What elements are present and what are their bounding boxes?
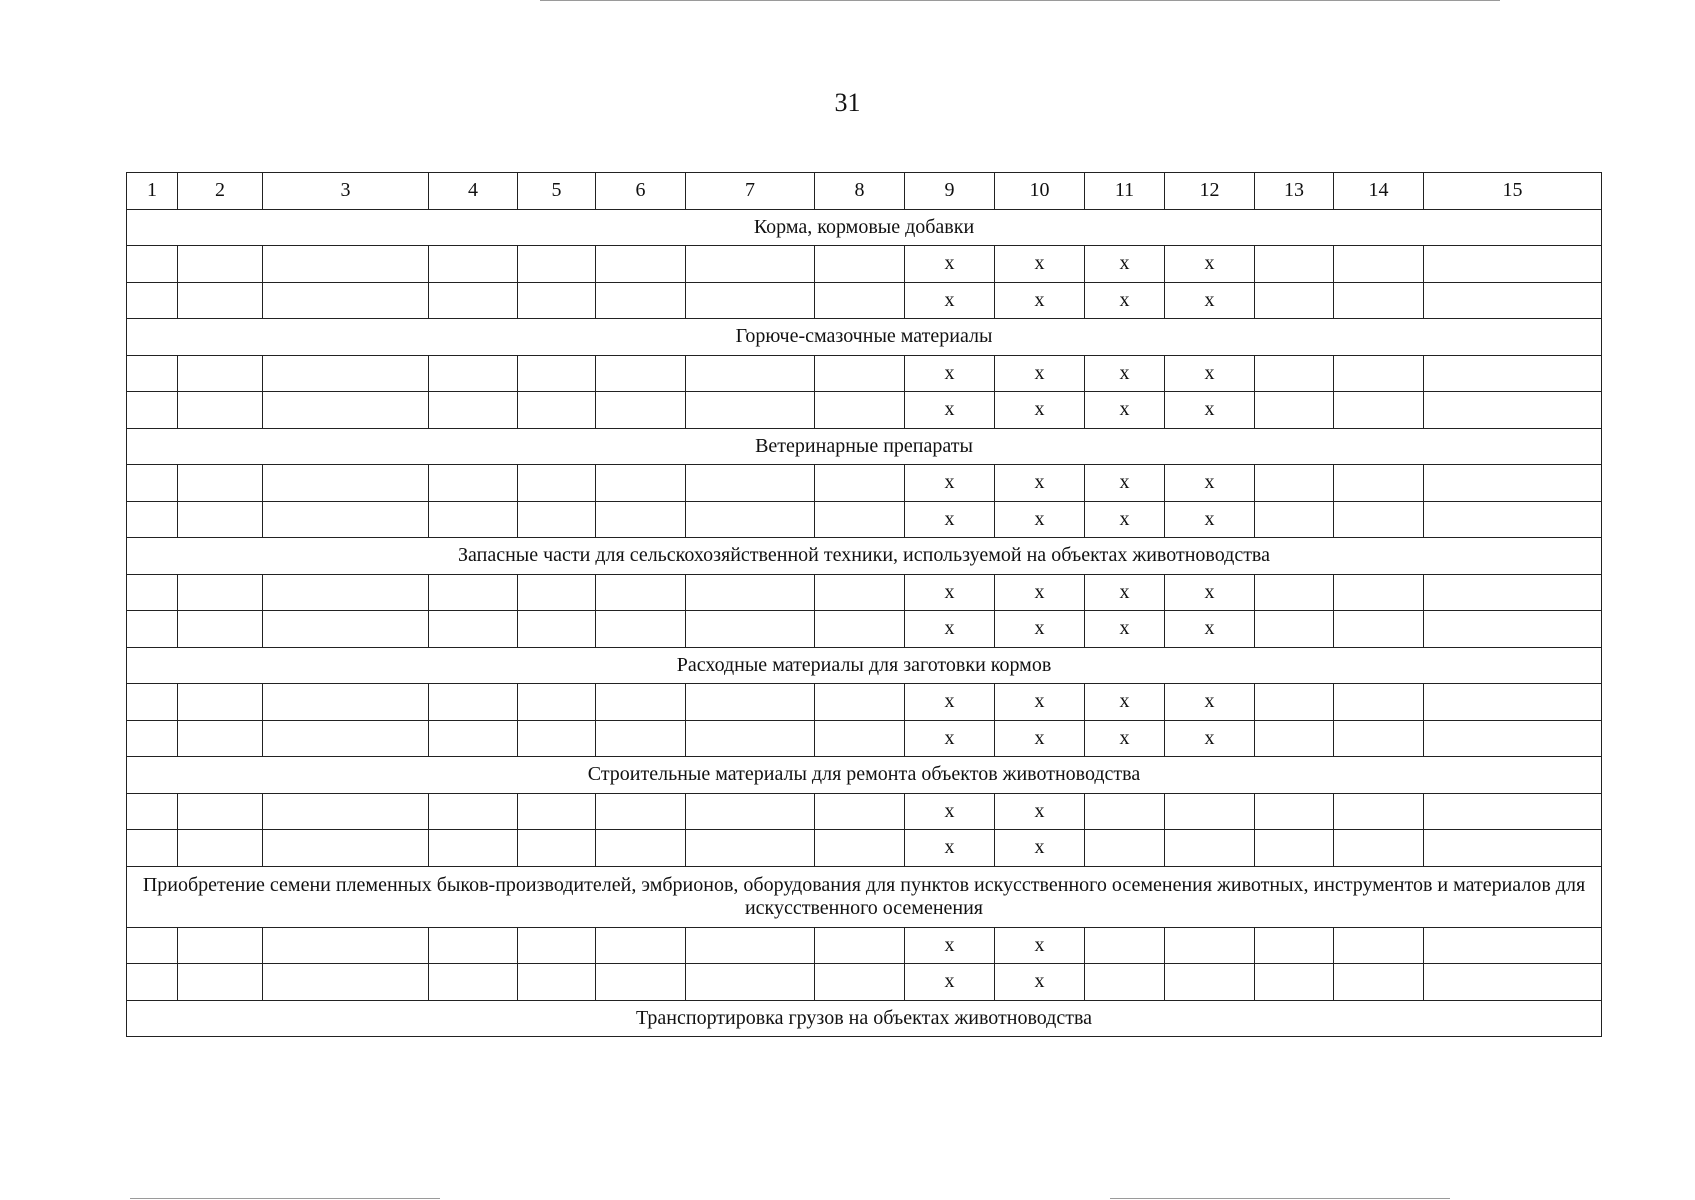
table-row [127, 830, 1602, 867]
column-number: 13 [1255, 173, 1334, 210]
scan-edge-top [540, 0, 1500, 1]
table-cell [178, 282, 263, 319]
column-number: 3 [263, 173, 429, 210]
table-cell [815, 501, 905, 538]
table-cell [1085, 927, 1165, 964]
column-number: 12 [1165, 173, 1255, 210]
section-header-row [127, 209, 1602, 246]
table-cell: x [1085, 611, 1165, 648]
table-cell [178, 392, 263, 429]
table-cell [429, 246, 518, 283]
table-cell [1255, 830, 1334, 867]
table-cell [686, 964, 815, 1001]
table-cell [263, 282, 429, 319]
column-number: 2 [178, 173, 263, 210]
table-cell [127, 574, 178, 611]
table-cell [1255, 574, 1334, 611]
table-cell [815, 355, 905, 392]
table-cell [127, 611, 178, 648]
table-cell [686, 355, 815, 392]
table-cell: x [905, 793, 995, 830]
section-title: Запасные части для сельскохозяйственной техники, используемой на объектах животноводства [127, 538, 1602, 575]
table-cell [686, 574, 815, 611]
table-cell: x [995, 246, 1085, 283]
table-cell [127, 355, 178, 392]
table-cell [1424, 684, 1602, 721]
table-cell [1424, 720, 1602, 757]
table-cell: x [995, 793, 1085, 830]
table-cell [518, 684, 596, 721]
table-cell [596, 964, 686, 1001]
form-table [126, 172, 1602, 1037]
table-cell [518, 830, 596, 867]
table-cell [263, 927, 429, 964]
table-cell [429, 684, 518, 721]
section-header-row [127, 538, 1602, 575]
table-cell [1334, 830, 1424, 867]
table-row [127, 282, 1602, 319]
table-cell [263, 830, 429, 867]
table-cell: x [995, 611, 1085, 648]
table-cell [127, 246, 178, 283]
table-cell [178, 465, 263, 502]
table-cell [1424, 964, 1602, 1001]
table-cell [263, 793, 429, 830]
table-cell [263, 720, 429, 757]
table-cell [263, 501, 429, 538]
table-cell [178, 927, 263, 964]
table-row [127, 611, 1602, 648]
table-cell [178, 246, 263, 283]
table-cell: x [995, 830, 1085, 867]
table-cell [1424, 611, 1602, 648]
table-cell [1424, 574, 1602, 611]
table-cell [1334, 684, 1424, 721]
table-row [127, 574, 1602, 611]
table-cell: x [1165, 465, 1255, 502]
table-cell: x [995, 684, 1085, 721]
table-cell [1424, 282, 1602, 319]
table-cell [596, 282, 686, 319]
table-cell [1085, 830, 1165, 867]
table-cell [1334, 964, 1424, 1001]
section-title: Ветеринарные препараты [127, 428, 1602, 465]
table-cell: x [905, 927, 995, 964]
table-cell [127, 684, 178, 721]
table-cell: x [995, 574, 1085, 611]
page-number: 31 [834, 88, 861, 117]
table-cell [1334, 574, 1424, 611]
table-cell [518, 501, 596, 538]
table-cell [263, 964, 429, 1001]
table-cell [1255, 465, 1334, 502]
table-cell [1165, 830, 1255, 867]
section-header-row [127, 647, 1602, 684]
table-row [127, 465, 1602, 502]
table-cell [1255, 246, 1334, 283]
table-cell [1085, 964, 1165, 1001]
table-cell [815, 720, 905, 757]
section-header-row [127, 866, 1602, 927]
column-number: 6 [596, 173, 686, 210]
table-row [127, 720, 1602, 757]
table-cell [127, 282, 178, 319]
table-cell [686, 927, 815, 964]
table-cell: x [995, 465, 1085, 502]
table-cell: x [1165, 355, 1255, 392]
table-cell [429, 927, 518, 964]
table-row [127, 964, 1602, 1001]
table-cell [596, 392, 686, 429]
table-cell [596, 830, 686, 867]
table-cell [518, 355, 596, 392]
table-cell [1165, 793, 1255, 830]
table-cell [263, 684, 429, 721]
table-cell [518, 720, 596, 757]
column-number: 9 [905, 173, 995, 210]
table-cell [263, 574, 429, 611]
table-cell [518, 574, 596, 611]
table-cell [686, 830, 815, 867]
table-cell [127, 501, 178, 538]
section-title: Строительные материалы для ремонта объектов животноводства [127, 757, 1602, 794]
column-number: 10 [995, 173, 1085, 210]
table-cell [263, 246, 429, 283]
table-cell [1334, 793, 1424, 830]
table-cell: x [1165, 501, 1255, 538]
table-cell [596, 574, 686, 611]
section-header-row [127, 1000, 1602, 1037]
table-cell [127, 830, 178, 867]
table-cell: x [1085, 465, 1165, 502]
table-cell [686, 611, 815, 648]
table-cell [686, 246, 815, 283]
table-cell [1334, 501, 1424, 538]
table-cell [1255, 720, 1334, 757]
table-cell [1334, 355, 1424, 392]
table-cell [263, 465, 429, 502]
scan-edge-bottom-left [130, 1198, 440, 1199]
table-cell [686, 501, 815, 538]
table-body [127, 173, 1602, 1037]
table-row [127, 501, 1602, 538]
table-cell [815, 282, 905, 319]
table-cell: x [1085, 282, 1165, 319]
table-cell [429, 282, 518, 319]
table-row [127, 793, 1602, 830]
table-cell: x [995, 355, 1085, 392]
section-title: Горюче-смазочные материалы [127, 319, 1602, 356]
table-cell [1424, 355, 1602, 392]
table-cell [1255, 282, 1334, 319]
table-cell [815, 684, 905, 721]
column-number: 7 [686, 173, 815, 210]
table-cell [429, 964, 518, 1001]
table-cell: x [1165, 611, 1255, 648]
table-cell: x [1165, 684, 1255, 721]
table-cell [178, 355, 263, 392]
table-cell: x [905, 282, 995, 319]
table-cell [1255, 684, 1334, 721]
table-cell: x [995, 501, 1085, 538]
table-cell [596, 927, 686, 964]
table-cell [1424, 793, 1602, 830]
table-cell: x [905, 355, 995, 392]
column-number: 14 [1334, 173, 1424, 210]
table-cell [178, 684, 263, 721]
table-cell [518, 246, 596, 283]
table-cell: x [1165, 392, 1255, 429]
table-cell [815, 392, 905, 429]
table-cell [596, 793, 686, 830]
table-cell: x [1165, 282, 1255, 319]
table-cell: x [1165, 720, 1255, 757]
table-cell [178, 574, 263, 611]
table-row [127, 355, 1602, 392]
table-cell [596, 720, 686, 757]
table-cell [127, 927, 178, 964]
table-row [127, 246, 1602, 283]
table-cell: x [1085, 720, 1165, 757]
table-cell [815, 964, 905, 1001]
table-cell [178, 720, 263, 757]
table-cell [596, 246, 686, 283]
column-number: 5 [518, 173, 596, 210]
table-cell [1334, 720, 1424, 757]
table-cell [815, 465, 905, 502]
table-row [127, 927, 1602, 964]
table-cell: x [905, 392, 995, 429]
table-cell [596, 684, 686, 721]
table-cell: x [1085, 392, 1165, 429]
table-cell [815, 793, 905, 830]
table-cell [686, 392, 815, 429]
table-cell [1424, 927, 1602, 964]
table-cell: x [905, 830, 995, 867]
section-header-row [127, 428, 1602, 465]
table-cell: x [905, 684, 995, 721]
table-cell [518, 282, 596, 319]
table-cell: x [1085, 355, 1165, 392]
table-cell [518, 927, 596, 964]
table-cell [429, 793, 518, 830]
table-cell: x [1165, 246, 1255, 283]
table-cell [1165, 927, 1255, 964]
table-cell [178, 501, 263, 538]
table-cell [1165, 964, 1255, 1001]
table-cell: x [905, 501, 995, 538]
table-cell [263, 392, 429, 429]
table-cell: x [1085, 574, 1165, 611]
table-cell [1255, 611, 1334, 648]
table-cell [1334, 611, 1424, 648]
table-cell [263, 611, 429, 648]
table-cell [596, 501, 686, 538]
table-cell: x [995, 964, 1085, 1001]
scan-edge-bottom-right [1110, 1198, 1450, 1199]
table-cell [178, 793, 263, 830]
table-cell [815, 246, 905, 283]
table-cell [127, 720, 178, 757]
table-cell [1334, 927, 1424, 964]
table-cell [1255, 392, 1334, 429]
table-cell: x [1085, 501, 1165, 538]
table-cell: x [905, 246, 995, 283]
table-cell [1255, 964, 1334, 1001]
table-cell [518, 392, 596, 429]
table-cell: x [905, 964, 995, 1001]
column-number: 11 [1085, 173, 1165, 210]
table-cell [429, 574, 518, 611]
table-cell [178, 964, 263, 1001]
table-cell: x [905, 720, 995, 757]
table-cell [127, 465, 178, 502]
table-cell [815, 927, 905, 964]
table-cell [429, 465, 518, 502]
section-title: Транспортировка грузов на объектах животноводства [127, 1000, 1602, 1037]
table-cell [1424, 392, 1602, 429]
table-cell [127, 964, 178, 1001]
table-cell [429, 355, 518, 392]
section-header-row [127, 757, 1602, 794]
table-cell [1424, 465, 1602, 502]
table-cell [429, 611, 518, 648]
table-cell [127, 793, 178, 830]
table-cell [815, 574, 905, 611]
column-number-row [127, 173, 1602, 210]
table-cell [686, 720, 815, 757]
table-row [127, 392, 1602, 429]
table-cell [686, 793, 815, 830]
table-cell: x [1085, 684, 1165, 721]
table-cell [1424, 830, 1602, 867]
table-cell [1334, 465, 1424, 502]
table-cell [596, 611, 686, 648]
table-cell [127, 392, 178, 429]
table-cell: x [995, 720, 1085, 757]
table-cell [1424, 501, 1602, 538]
table-cell [1334, 282, 1424, 319]
table-cell [518, 964, 596, 1001]
table-cell [518, 611, 596, 648]
table-cell [1334, 392, 1424, 429]
section-title: Приобретение семени племенных быков-производителей, эмбрионов, оборудования для пунктов искусственного осеменения животных, инструментов и материалов для искусственного осеменения [127, 866, 1602, 927]
table-cell [686, 465, 815, 502]
table-cell [686, 684, 815, 721]
table-cell [815, 830, 905, 867]
table-cell [1255, 501, 1334, 538]
table-cell: x [905, 574, 995, 611]
table-cell: x [905, 465, 995, 502]
table-cell [429, 720, 518, 757]
table-cell: x [1165, 574, 1255, 611]
table-cell [1334, 246, 1424, 283]
table-cell: x [995, 282, 1085, 319]
table-cell [429, 392, 518, 429]
column-number: 4 [429, 173, 518, 210]
table-cell [596, 355, 686, 392]
table-cell [263, 355, 429, 392]
table-cell [815, 611, 905, 648]
column-number: 8 [815, 173, 905, 210]
table-cell [596, 465, 686, 502]
table-cell: x [905, 611, 995, 648]
table-cell [429, 501, 518, 538]
section-title: Корма, кормовые добавки [127, 209, 1602, 246]
table-cell: x [995, 392, 1085, 429]
table-cell [1255, 927, 1334, 964]
column-number: 1 [127, 173, 178, 210]
table-cell [178, 830, 263, 867]
table-cell [518, 465, 596, 502]
table-cell [1255, 355, 1334, 392]
table-cell [1424, 246, 1602, 283]
table-cell: x [995, 927, 1085, 964]
table-cell [1255, 793, 1334, 830]
table-cell [178, 611, 263, 648]
table-cell [518, 793, 596, 830]
section-title: Расходные материалы для заготовки кормов [127, 647, 1602, 684]
table-row [127, 684, 1602, 721]
section-header-row [127, 319, 1602, 356]
table-cell [686, 282, 815, 319]
column-number: 15 [1424, 173, 1602, 210]
table-cell [1085, 793, 1165, 830]
table-cell [429, 830, 518, 867]
table-cell: x [1085, 246, 1165, 283]
